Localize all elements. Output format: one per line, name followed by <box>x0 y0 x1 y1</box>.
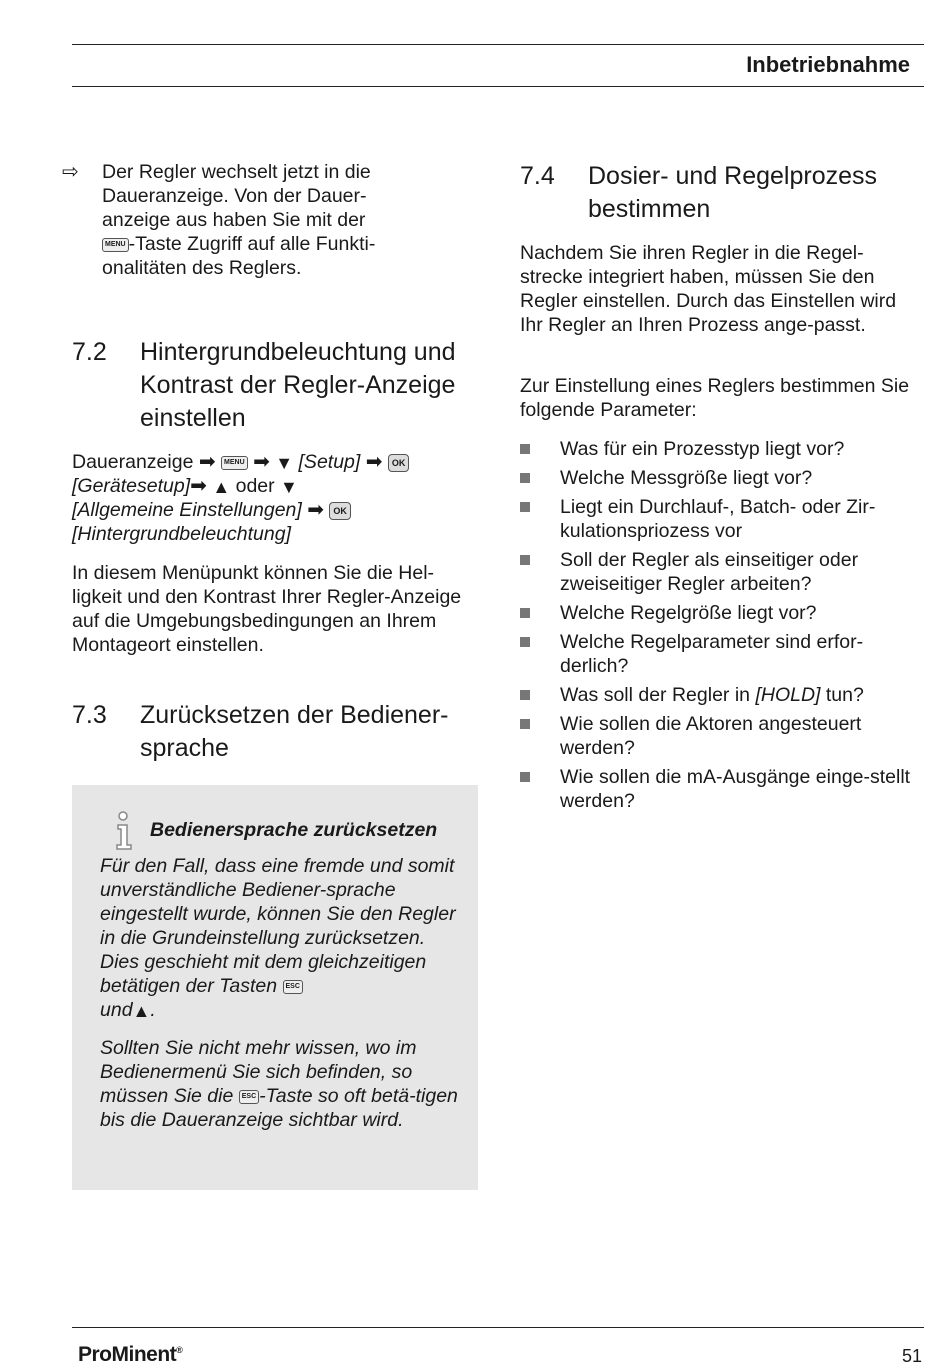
section-7-2-body: In diesem Menüpunkt können Sie die Hel-ligkeit und den Kontrast Ihrer Regler-Anzeige auf die Umgebungsbedingungen an Ihrem Montageort einstellen. <box>72 562 462 656</box>
up-key-icon: ▲ <box>212 476 231 497</box>
arrow-right-icon: ➡ <box>190 475 207 497</box>
section-7-4-paragraph-1: Nachdem Sie ihren Regler in die Regel-strecke integriert haben, müssen Sie den Regler einstellen. Durch das Einstellen wird Ihr Regler an Ihren Prozess ange-passt. <box>520 242 897 336</box>
section-7-4-heading <box>520 160 920 226</box>
up-key-icon: ▲ <box>132 1000 151 1021</box>
bullet-icon <box>520 473 530 483</box>
bullet-icon <box>520 555 530 565</box>
section-7-4-paragraph-2: Zur Einstellung eines Reglers bestimmen Sie folgende Parameter: <box>520 375 910 421</box>
result-step <box>62 160 422 280</box>
menu-key-icon: MENU <box>221 456 248 470</box>
ok-key-icon: OK <box>388 454 410 472</box>
section-number: 7.3 <box>72 701 107 729</box>
arrow-right-icon: ➡ <box>253 451 270 473</box>
down-key-icon: ▼ <box>280 476 298 497</box>
section-7-2-heading <box>72 336 482 435</box>
bullet-icon <box>520 719 530 729</box>
section-7-3-heading <box>72 699 482 765</box>
info-note-box <box>72 785 478 1190</box>
list-item: Wie sollen die Aktoren angesteuert werden? <box>520 712 915 760</box>
esc-key-icon: ESC <box>239 1090 259 1104</box>
list-item: Wie sollen die mA-Ausgänge einge-stellt werden? <box>520 765 915 813</box>
result-text: Der Regler wechselt jetzt in die Daueranzeige. Von der Dauer-anzeige aus haben Sie mit der MENU -Taste Zugriff auf alle Funkti-onalitäten des Reglers. <box>102 161 376 279</box>
down-key-icon: ▼ <box>275 452 294 473</box>
note-paragraph-1: Für den Fall, dass eine fremde und somit unverständliche Bediener-sprache eingestellt wurde, können Sie den Regler in die Grundeinstellung zurücksetzen. Dies geschieht mit dem gleichzeitigen betätigen der Tasten ESC und▲. <box>100 855 456 1021</box>
section-title: Dosier- und Regelprozess bestimmen <box>588 162 878 223</box>
list-item: Welche Messgröße liegt vor? <box>520 466 915 490</box>
bullet-icon <box>520 690 530 700</box>
bullet-icon <box>520 608 530 618</box>
ok-key-icon: OK <box>329 502 351 520</box>
esc-key-icon: ESC <box>283 980 303 994</box>
list-item: Liegt ein Durchlauf-, Batch- oder Zir-kulationspriozess vor <box>520 495 915 543</box>
arrow-right-icon: ➡ <box>307 499 324 521</box>
list-item: Welche Regelgröße liegt vor? <box>520 601 915 625</box>
footer-rule <box>72 1327 924 1328</box>
header-rule-bottom <box>72 86 924 87</box>
arrow-right-icon: ➡ <box>198 451 216 473</box>
bullet-icon <box>520 637 530 647</box>
bullet-icon <box>520 772 530 782</box>
section-title: Zurücksetzen der Bediener-sprache <box>140 701 449 762</box>
header-rule-top <box>72 44 924 45</box>
info-note-content <box>100 815 460 1146</box>
menu-key-icon: MENU <box>102 238 129 252</box>
list-item: Was für ein Prozesstyp liegt vor? <box>520 437 915 461</box>
list-item: Soll der Regler als einseitiger oder zweiseitiger Regler arbeiten? <box>520 548 915 596</box>
section-title: Hintergrundbeleuchtung und Kontrast der Regler-Anzeige einstellen <box>140 338 456 432</box>
section-number: 7.4 <box>520 162 555 190</box>
info-icon <box>110 811 136 851</box>
bullet-icon <box>520 444 530 454</box>
section-number: 7.2 <box>72 338 107 366</box>
prominent-logo: ProMinent® <box>78 1343 183 1366</box>
parameter-list <box>520 437 915 818</box>
bullet-icon <box>520 502 530 512</box>
menu-path: Daueranzeige ➡ MENU ➡ ▼ [Setup] ➡ OK [Gerätesetup]➡ ▲ oder ▼ [Allgemeine Einstellungen] ➡ OK [Hintergrundbeleuchtung] <box>72 450 482 546</box>
header-title: Inbetriebnahme <box>746 52 910 77</box>
result-arrow-icon: ⇨ <box>62 161 79 183</box>
list-item: Was soll der Regler in [HOLD] tun? <box>520 683 915 707</box>
arrow-right-icon: ➡ <box>365 451 383 473</box>
note-paragraph-2: Sollten Sie nicht mehr wissen, wo im Bedienermenü Sie sich befinden, so müssen Sie die ESC -Taste so oft betä-tigen bis die Daueranzeige sichtbar wird. <box>100 1037 458 1131</box>
page-number: 51 <box>901 1346 922 1366</box>
note-title: Bedienersprache zurücksetzen <box>150 819 438 841</box>
list-item: Welche Regelparameter sind erfor-derlich? <box>520 630 915 678</box>
